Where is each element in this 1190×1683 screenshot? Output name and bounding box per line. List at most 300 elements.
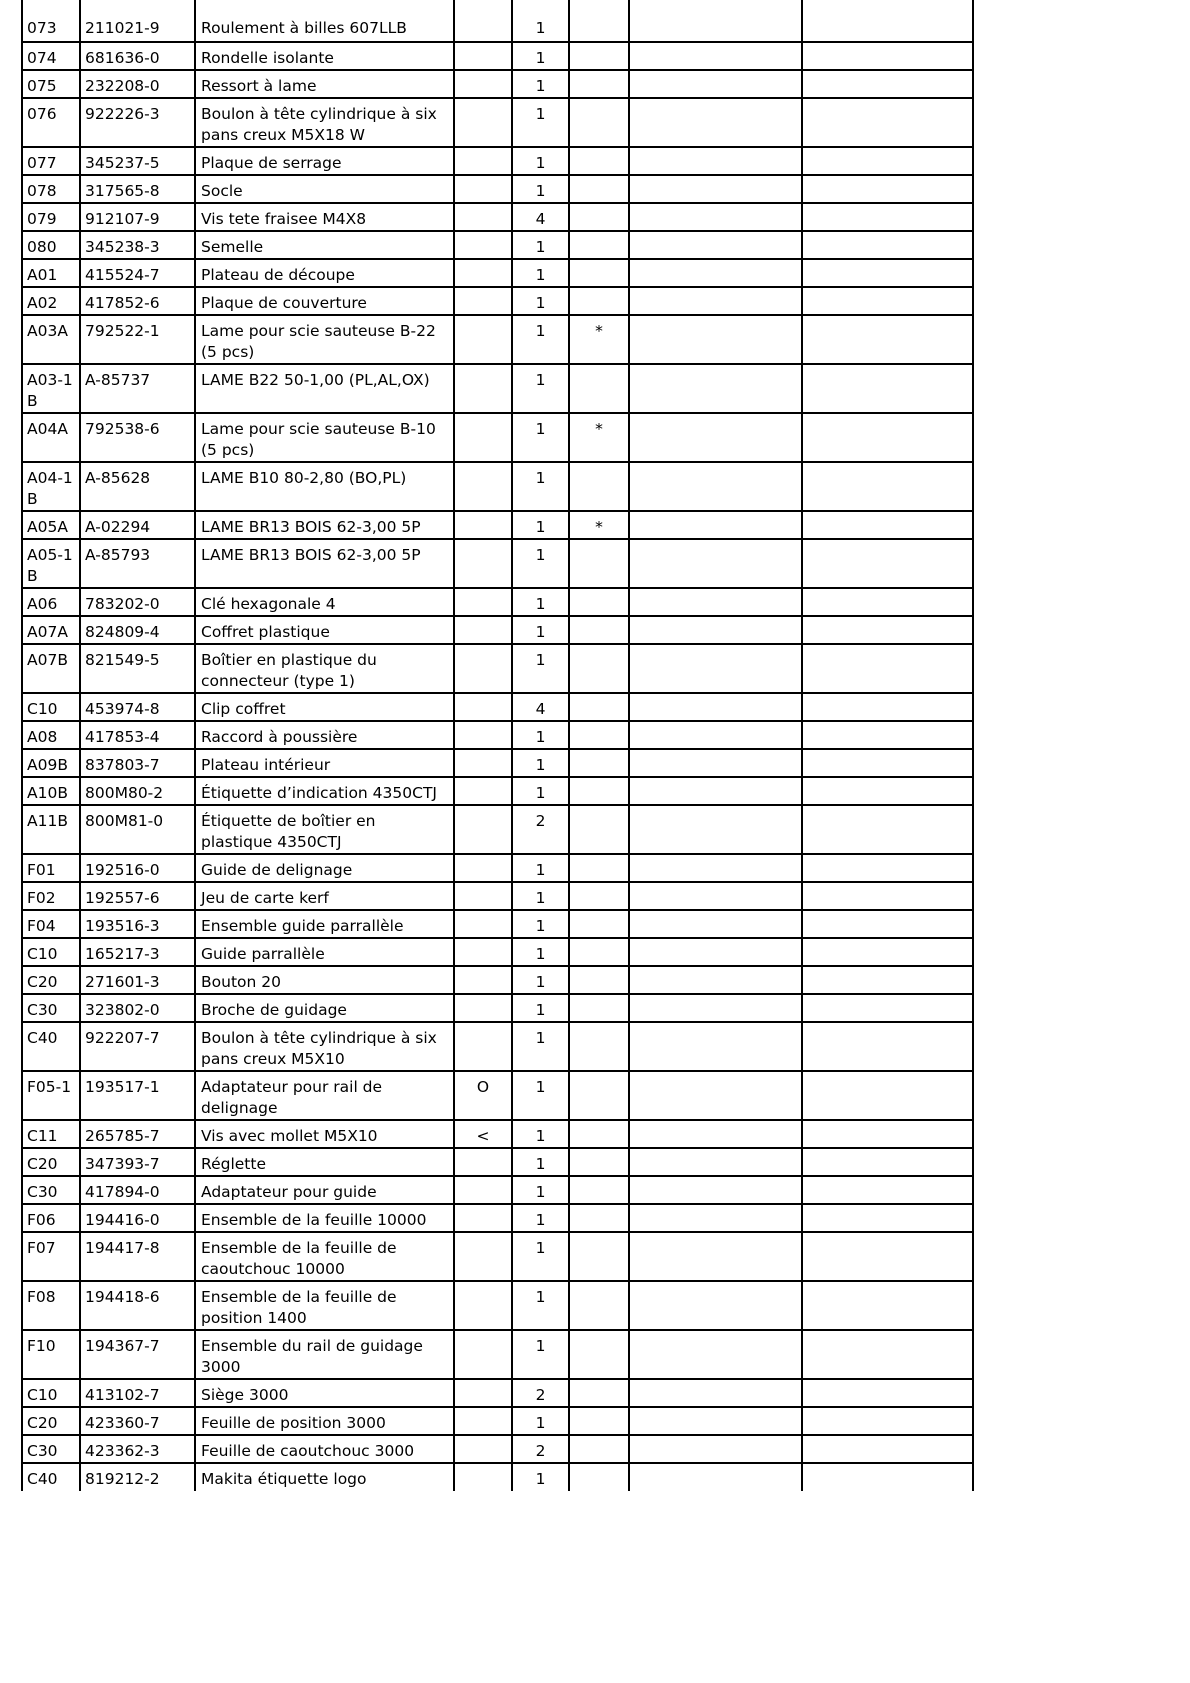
- note-cell: [454, 70, 512, 98]
- empty-cell: [802, 1120, 973, 1148]
- star-marker-cell: [569, 1148, 629, 1176]
- empty-cell: [802, 98, 973, 147]
- description-cell: LAME B10 80-2,80 (BO,PL): [195, 462, 454, 511]
- description-cell: Adaptateur pour rail de delignage: [195, 1071, 454, 1120]
- item-number-cell: A07B: [22, 644, 80, 693]
- description-cell: Ensemble guide parrallèle: [195, 910, 454, 938]
- note-cell: [454, 1022, 512, 1071]
- description-cell: Ensemble de la feuille 10000: [195, 1204, 454, 1232]
- table-row: [22, 1148, 973, 1176]
- description-cell: Siège 3000: [195, 1379, 454, 1407]
- item-number-cell: A10B: [22, 777, 80, 805]
- empty-cell: [802, 994, 973, 1022]
- star-marker-cell: [569, 854, 629, 882]
- part-number-cell: 192516-0: [80, 854, 195, 882]
- part-number-cell: 792522-1: [80, 315, 195, 364]
- description-cell: Clip coffret: [195, 693, 454, 721]
- star-marker-cell: [569, 938, 629, 966]
- quantity-cell: 1: [512, 70, 569, 98]
- quantity-cell: 1: [512, 1281, 569, 1330]
- star-marker-cell: [569, 1435, 629, 1463]
- item-number-cell: F08: [22, 1281, 80, 1330]
- description-cell: Plateau intérieur: [195, 749, 454, 777]
- part-number-cell: 821549-5: [80, 644, 195, 693]
- item-number-cell: 080: [22, 231, 80, 259]
- note-cell: [454, 539, 512, 588]
- description-cell: Semelle: [195, 231, 454, 259]
- star-marker-cell: [569, 1232, 629, 1281]
- empty-cell: [802, 1379, 973, 1407]
- item-number-cell: F02: [22, 882, 80, 910]
- empty-cell: [802, 70, 973, 98]
- empty-cell: [629, 539, 802, 588]
- description-cell: Ensemble de la feuille de caoutchouc 10000: [195, 1232, 454, 1281]
- description-cell: Jeu de carte kerf: [195, 882, 454, 910]
- part-number-cell: 783202-0: [80, 588, 195, 616]
- empty-cell: [802, 693, 973, 721]
- description-cell: Boulon à tête cylindrique à six pans creux M5X18 W: [195, 98, 454, 147]
- quantity-cell: 1: [512, 644, 569, 693]
- empty-cell: [802, 1435, 973, 1463]
- description-cell: Socle: [195, 175, 454, 203]
- note-cell: [454, 462, 512, 511]
- table-row: [22, 175, 973, 203]
- note-cell: [454, 1379, 512, 1407]
- table-row: [22, 364, 973, 413]
- empty-cell: [629, 966, 802, 994]
- part-number-cell: 413102-7: [80, 1379, 195, 1407]
- empty-cell: [802, 364, 973, 413]
- empty-cell: [629, 1379, 802, 1407]
- item-number-cell: A03-1B: [22, 364, 80, 413]
- item-number-cell: 078: [22, 175, 80, 203]
- part-number-cell: 423362-3: [80, 1435, 195, 1463]
- quantity-cell: 1: [512, 966, 569, 994]
- empty-cell: [629, 315, 802, 364]
- item-number-cell: F06: [22, 1204, 80, 1232]
- star-marker-cell: [569, 364, 629, 413]
- star-marker-cell: [569, 1022, 629, 1071]
- empty-cell: [802, 644, 973, 693]
- item-number-cell: C30: [22, 994, 80, 1022]
- empty-cell: [629, 1463, 802, 1491]
- quantity-cell: 1: [512, 413, 569, 462]
- table-row: [22, 882, 973, 910]
- quantity-cell: 1: [512, 910, 569, 938]
- empty-cell: [629, 749, 802, 777]
- empty-cell: [629, 175, 802, 203]
- part-number-cell: 792538-6: [80, 413, 195, 462]
- note-cell: [454, 749, 512, 777]
- empty-cell: [629, 882, 802, 910]
- table-row: [22, 1463, 973, 1491]
- empty-cell: [629, 364, 802, 413]
- note-cell: [454, 616, 512, 644]
- quantity-cell: 1: [512, 511, 569, 539]
- note-cell: [454, 175, 512, 203]
- part-number-cell: A-02294: [80, 511, 195, 539]
- star-marker-cell: [569, 462, 629, 511]
- note-cell: [454, 1232, 512, 1281]
- star-marker-cell: [569, 1330, 629, 1379]
- item-number-cell: 079: [22, 203, 80, 231]
- note-cell: [454, 644, 512, 693]
- description-cell: Guide de delignage: [195, 854, 454, 882]
- note-cell: [454, 1407, 512, 1435]
- table-row: [22, 616, 973, 644]
- star-marker-cell: [569, 287, 629, 315]
- empty-cell: [802, 777, 973, 805]
- empty-cell: [629, 1281, 802, 1330]
- part-number-cell: A-85737: [80, 364, 195, 413]
- table-row: [22, 315, 973, 364]
- note-cell: O: [454, 1071, 512, 1120]
- star-marker-cell: [569, 1204, 629, 1232]
- note-cell: [454, 938, 512, 966]
- item-number-cell: A01: [22, 259, 80, 287]
- description-cell: Lame pour scie sauteuse B-10 (5 pcs): [195, 413, 454, 462]
- note-cell: <: [454, 1120, 512, 1148]
- quantity-cell: 2: [512, 1435, 569, 1463]
- description-cell: Bouton 20: [195, 966, 454, 994]
- quantity-cell: 1: [512, 1120, 569, 1148]
- empty-cell: [629, 413, 802, 462]
- description-cell: LAME BR13 BOIS 62-3,00 5P: [195, 511, 454, 539]
- note-cell: [454, 693, 512, 721]
- part-number-cell: 912107-9: [80, 203, 195, 231]
- item-number-cell: F04: [22, 910, 80, 938]
- table-row: [22, 1204, 973, 1232]
- part-number-cell: 323802-0: [80, 994, 195, 1022]
- quantity-cell: 2: [512, 1379, 569, 1407]
- item-number-cell: A05-1B: [22, 539, 80, 588]
- quantity-cell: 1: [512, 1022, 569, 1071]
- note-cell: [454, 777, 512, 805]
- description-cell: Feuille de position 3000: [195, 1407, 454, 1435]
- item-number-cell: A02: [22, 287, 80, 315]
- star-marker-cell: [569, 616, 629, 644]
- empty-cell: [629, 147, 802, 175]
- note-cell: [454, 1435, 512, 1463]
- part-number-cell: 345238-3: [80, 231, 195, 259]
- description-cell: Makita étiquette logo: [195, 1463, 454, 1491]
- table-row: [22, 539, 973, 588]
- note-cell: [454, 1148, 512, 1176]
- table-row: [22, 994, 973, 1022]
- table-row: [22, 1407, 973, 1435]
- part-number-cell: 417853-4: [80, 721, 195, 749]
- table-row: [22, 98, 973, 147]
- item-number-cell: C30: [22, 1176, 80, 1204]
- star-marker-cell: [569, 721, 629, 749]
- star-marker-cell: [569, 1120, 629, 1148]
- table-row: [22, 721, 973, 749]
- star-marker-cell: [569, 1071, 629, 1120]
- star-marker-cell: [569, 259, 629, 287]
- table-row: [22, 588, 973, 616]
- quantity-cell: 1: [512, 364, 569, 413]
- description-cell: Feuille de caoutchouc 3000: [195, 1435, 454, 1463]
- empty-cell: [629, 70, 802, 98]
- part-number-cell: 417894-0: [80, 1176, 195, 1204]
- empty-cell: [629, 1148, 802, 1176]
- note-cell: [454, 0, 512, 42]
- empty-cell: [629, 805, 802, 854]
- table-row: [22, 1281, 973, 1330]
- star-marker-cell: [569, 231, 629, 259]
- item-number-cell: C20: [22, 1148, 80, 1176]
- empty-cell: [802, 1148, 973, 1176]
- empty-cell: [629, 693, 802, 721]
- table-row: [22, 938, 973, 966]
- empty-cell: [802, 1022, 973, 1071]
- table-row: [22, 287, 973, 315]
- item-number-cell: C20: [22, 966, 80, 994]
- item-number-cell: C11: [22, 1120, 80, 1148]
- empty-cell: [802, 910, 973, 938]
- description-cell: Broche de guidage: [195, 994, 454, 1022]
- star-marker-cell: [569, 175, 629, 203]
- note-cell: [454, 966, 512, 994]
- part-number-cell: 193517-1: [80, 1071, 195, 1120]
- item-number-cell: A11B: [22, 805, 80, 854]
- table-row: [22, 1120, 973, 1148]
- star-marker-cell: [569, 539, 629, 588]
- empty-cell: [802, 287, 973, 315]
- empty-cell: [629, 910, 802, 938]
- empty-cell: [802, 315, 973, 364]
- part-number-cell: 819212-2: [80, 1463, 195, 1491]
- description-cell: Plaque de couverture: [195, 287, 454, 315]
- description-cell: Rondelle isolante: [195, 42, 454, 70]
- note-cell: [454, 805, 512, 854]
- quantity-cell: 1: [512, 231, 569, 259]
- empty-cell: [802, 231, 973, 259]
- table-row: [22, 777, 973, 805]
- table-row: [22, 1176, 973, 1204]
- item-number-cell: A09B: [22, 749, 80, 777]
- star-marker-cell: [569, 1281, 629, 1330]
- item-number-cell: F10: [22, 1330, 80, 1379]
- star-marker-cell: [569, 0, 629, 42]
- description-cell: LAME B22 50-1,00 (PL,AL,OX): [195, 364, 454, 413]
- empty-cell: [802, 462, 973, 511]
- empty-cell: [802, 1232, 973, 1281]
- item-number-cell: 074: [22, 42, 80, 70]
- note-cell: [454, 147, 512, 175]
- parts-table: [21, 0, 974, 1491]
- empty-cell: [629, 42, 802, 70]
- description-cell: Plaque de serrage: [195, 147, 454, 175]
- part-number-cell: 800M81-0: [80, 805, 195, 854]
- star-marker-cell: *: [569, 315, 629, 364]
- quantity-cell: 1: [512, 1232, 569, 1281]
- star-marker-cell: [569, 693, 629, 721]
- quantity-cell: 1: [512, 1148, 569, 1176]
- note-cell: [454, 413, 512, 462]
- empty-cell: [629, 0, 802, 42]
- description-cell: Raccord à poussière: [195, 721, 454, 749]
- quantity-cell: 1: [512, 1204, 569, 1232]
- star-marker-cell: [569, 147, 629, 175]
- part-number-cell: 453974-8: [80, 693, 195, 721]
- quantity-cell: 1: [512, 1330, 569, 1379]
- note-cell: [454, 203, 512, 231]
- empty-cell: [802, 1281, 973, 1330]
- empty-cell: [802, 749, 973, 777]
- note-cell: [454, 1176, 512, 1204]
- star-marker-cell: [569, 1407, 629, 1435]
- item-number-cell: C10: [22, 1379, 80, 1407]
- description-cell: Coffret plastique: [195, 616, 454, 644]
- table-row: [22, 203, 973, 231]
- item-number-cell: 077: [22, 147, 80, 175]
- item-number-cell: C10: [22, 693, 80, 721]
- note-cell: [454, 259, 512, 287]
- table-row: [22, 147, 973, 175]
- part-number-cell: 345237-5: [80, 147, 195, 175]
- empty-cell: [629, 203, 802, 231]
- quantity-cell: 1: [512, 749, 569, 777]
- empty-cell: [802, 42, 973, 70]
- empty-cell: [629, 287, 802, 315]
- quantity-cell: 1: [512, 994, 569, 1022]
- item-number-cell: F01: [22, 854, 80, 882]
- quantity-cell: 1: [512, 539, 569, 588]
- empty-cell: [802, 1463, 973, 1491]
- note-cell: [454, 287, 512, 315]
- empty-cell: [629, 1120, 802, 1148]
- description-cell: Roulement à billes 607LLB: [195, 0, 454, 42]
- item-number-cell: 073: [22, 0, 80, 42]
- part-number-cell: 232208-0: [80, 70, 195, 98]
- quantity-cell: 1: [512, 1176, 569, 1204]
- empty-cell: [802, 882, 973, 910]
- quantity-cell: 1: [512, 315, 569, 364]
- description-cell: Réglette: [195, 1148, 454, 1176]
- note-cell: [454, 42, 512, 70]
- empty-cell: [802, 511, 973, 539]
- table-row: [22, 259, 973, 287]
- star-marker-cell: [569, 994, 629, 1022]
- table-row: [22, 910, 973, 938]
- empty-cell: [629, 854, 802, 882]
- table-row: [22, 0, 973, 42]
- empty-cell: [802, 854, 973, 882]
- item-number-cell: F05-1: [22, 1071, 80, 1120]
- part-number-cell: 681636-0: [80, 42, 195, 70]
- star-marker-cell: [569, 1463, 629, 1491]
- description-cell: Étiquette d’indication 4350CTJ: [195, 777, 454, 805]
- item-number-cell: C10: [22, 938, 80, 966]
- description-cell: Ensemble du rail de guidage 3000: [195, 1330, 454, 1379]
- note-cell: [454, 1204, 512, 1232]
- description-cell: Guide parrallèle: [195, 938, 454, 966]
- quantity-cell: 1: [512, 98, 569, 147]
- note-cell: [454, 854, 512, 882]
- empty-cell: [629, 1330, 802, 1379]
- empty-cell: [629, 1176, 802, 1204]
- star-marker-cell: [569, 203, 629, 231]
- table-row: [22, 854, 973, 882]
- quantity-cell: 1: [512, 1407, 569, 1435]
- quantity-cell: 1: [512, 1071, 569, 1120]
- note-cell: [454, 882, 512, 910]
- empty-cell: [802, 1407, 973, 1435]
- note-cell: [454, 1281, 512, 1330]
- table-row: [22, 42, 973, 70]
- item-number-cell: C20: [22, 1407, 80, 1435]
- part-number-cell: 417852-6: [80, 287, 195, 315]
- empty-cell: [629, 511, 802, 539]
- description-cell: Vis avec mollet M5X10: [195, 1120, 454, 1148]
- quantity-cell: 4: [512, 693, 569, 721]
- part-number-cell: 194416-0: [80, 1204, 195, 1232]
- quantity-cell: 2: [512, 805, 569, 854]
- note-cell: [454, 721, 512, 749]
- note-cell: [454, 511, 512, 539]
- empty-cell: [802, 588, 973, 616]
- star-marker-cell: [569, 966, 629, 994]
- part-number-cell: 194418-6: [80, 1281, 195, 1330]
- description-cell: Adaptateur pour guide: [195, 1176, 454, 1204]
- part-number-cell: 165217-3: [80, 938, 195, 966]
- star-marker-cell: [569, 70, 629, 98]
- empty-cell: [629, 721, 802, 749]
- item-number-cell: A04-1B: [22, 462, 80, 511]
- item-number-cell: A04A: [22, 413, 80, 462]
- item-number-cell: A07A: [22, 616, 80, 644]
- star-marker-cell: *: [569, 511, 629, 539]
- part-number-cell: 194367-7: [80, 1330, 195, 1379]
- quantity-cell: 1: [512, 854, 569, 882]
- part-number-cell: 194417-8: [80, 1232, 195, 1281]
- part-number-cell: 800M80-2: [80, 777, 195, 805]
- part-number-cell: 265785-7: [80, 1120, 195, 1148]
- quantity-cell: 1: [512, 287, 569, 315]
- description-cell: Lame pour scie sauteuse B-22 (5 pcs): [195, 315, 454, 364]
- note-cell: [454, 98, 512, 147]
- empty-cell: [629, 994, 802, 1022]
- empty-cell: [629, 1232, 802, 1281]
- empty-cell: [802, 147, 973, 175]
- star-marker-cell: [569, 1176, 629, 1204]
- part-number-cell: 211021-9: [80, 0, 195, 42]
- item-number-cell: 075: [22, 70, 80, 98]
- empty-cell: [629, 98, 802, 147]
- item-number-cell: A05A: [22, 511, 80, 539]
- quantity-cell: 1: [512, 777, 569, 805]
- empty-cell: [802, 805, 973, 854]
- empty-cell: [629, 644, 802, 693]
- quantity-cell: 1: [512, 588, 569, 616]
- part-number-cell: A-85628: [80, 462, 195, 511]
- item-number-cell: A03A: [22, 315, 80, 364]
- part-number-cell: A-85793: [80, 539, 195, 588]
- star-marker-cell: [569, 588, 629, 616]
- empty-cell: [629, 1204, 802, 1232]
- note-cell: [454, 588, 512, 616]
- part-number-cell: 837803-7: [80, 749, 195, 777]
- empty-cell: [629, 231, 802, 259]
- empty-cell: [802, 0, 973, 42]
- description-cell: Boîtier en plastique du connecteur (type 1): [195, 644, 454, 693]
- description-cell: Plateau de découpe: [195, 259, 454, 287]
- empty-cell: [629, 938, 802, 966]
- quantity-cell: 1: [512, 882, 569, 910]
- table-row: [22, 1022, 973, 1071]
- quantity-cell: 1: [512, 462, 569, 511]
